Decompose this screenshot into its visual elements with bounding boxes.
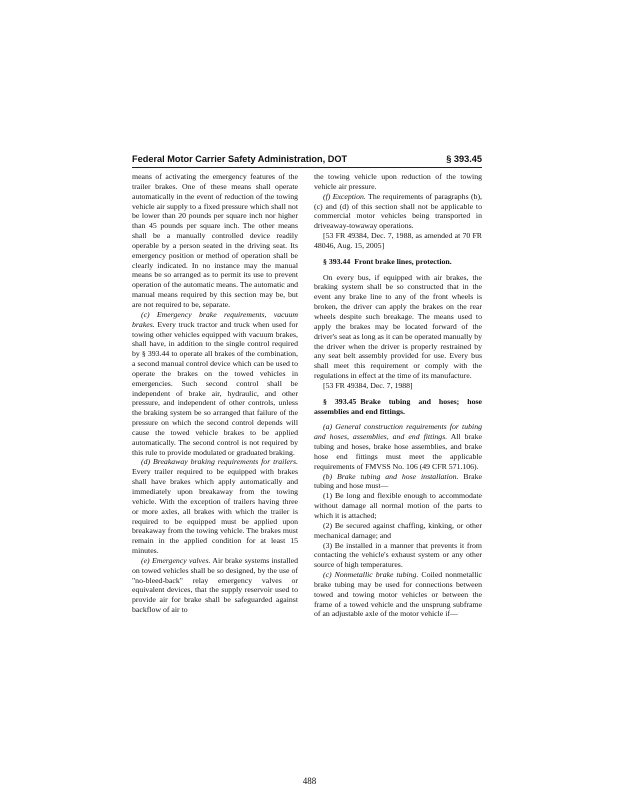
paragraph-d-label: (d) Breakaway braking requirements for trailers. xyxy=(141,457,298,467)
paragraph-e xyxy=(132,556,298,615)
header-rule xyxy=(132,167,482,168)
paragraph-c-nonmetallic-body: Coiled nonmetallic brake tubing may be used for connections between towed and towing motor vehicles or between the frame of a towed vehicle and the unsprung subframe of an adjustable axle of the motor vehicle if— xyxy=(314,570,483,619)
paragraph-b2: (2) Be secured against chaffing, kinking, or other mechanical damage; and xyxy=(314,520,482,540)
paragraph-b-body: Brake tubing and hose must— xyxy=(314,471,482,491)
paragraph-d xyxy=(132,457,298,555)
right-column xyxy=(314,172,482,619)
paragraph-c-nonmetallic xyxy=(314,570,482,619)
paragraph-b-label: (b) Brake tubing and hose installation. xyxy=(323,471,459,481)
paragraph-c xyxy=(132,310,298,458)
paragraph-a xyxy=(314,422,482,471)
paragraph-b3: (3) Be installed in a manner that prevents it from contacting the vehicle's exhaust system or any other source of high temperatures. xyxy=(314,540,482,570)
paragraph-a-body: All brake tubing and hoses, brake hose assemblies, and brake hose end fittings must meet the applicable requirements of FMVSS No. 106 (49 CFR 571.106). xyxy=(314,432,483,471)
citation-2: [53 FR 49384, Dec. 7, 1988] xyxy=(323,380,413,390)
section-393-44-title: Front brake lines, protection. xyxy=(354,256,452,266)
paragraph-a-label: (a) General construction requirements for tubing and hoses, assemblies, and end fittings. xyxy=(314,422,482,442)
header-section-number: § 393.45 xyxy=(446,154,482,164)
section-393-45-number: § 393.45 xyxy=(323,396,357,406)
section-393-45-heading xyxy=(314,397,482,417)
paragraph-b xyxy=(314,472,482,492)
citation-1: [53 FR 49384, Dec. 7, 1988, as amended at 70 FR 48046, Aug. 15, 2005] xyxy=(314,231,482,250)
page-number: 488 xyxy=(302,776,317,786)
section-393-44-body: On every bus, if equipped with air brakes, the braking system shall be so constructed that in the event any brake line to any of the front wheels is broken, the driver can apply the brakes on the rear wheels despite such breakage. The means used to apply the brakes may be located forward of the driver's seat as long as it can be operated manually by the driver when the driver is properly restrained by any seat belt assembly provided for use. Every bus shall meet this requirement or comply with the regulations in effect at the time of its manufacture. xyxy=(314,272,482,381)
paragraph-f-body: The requirements of paragraphs (b), (c) and (d) of this section shall not be applicable to commercial motor vehicles being transported in driveaway-towaway operations. xyxy=(314,191,483,231)
section-393-44-number: § 393.44 xyxy=(323,256,351,266)
paragraph-continuation-right: the towing vehicle upon reduction of the towing vehicle air pressure. xyxy=(314,172,482,191)
left-column xyxy=(132,172,298,615)
paragraph-d-body: Every trailer required to be equipped with brakes shall have brakes which apply automatically and immediately upon breakaway from the towing vehicle. With the exception of trailers having three or more axles, all brakes with which the trailer is required to be equipped must be applied upon breakaway from the towing vehicle. The brakes must remain in the applied condition for at least 15 minutes. xyxy=(132,467,298,556)
paragraph-b1: (1) Be long and flexible enough to accommodate without damage all normal motion of the parts to which it is attached; xyxy=(314,491,482,520)
header-agency-title: Federal Motor Carrier Safety Administration, DOT xyxy=(132,154,348,164)
paragraph-f xyxy=(314,192,482,231)
paragraph-continuation: means of activating the emergency features of the trailer brakes. One of these means shall operate automatically in the event of reduction of the towing vehicle air supply to a fixed pressure which shall not be lower than 20 pounds per square inch nor higher than 45 pounds per square inch. The other means shall be a manually controlled device readily operable by a person seated in the driving seat. Its emergency position or method of operation shall be clearly indicated. In no instance may the manual means be so arranged as to permit its use to prevent operation of the automatic means. The automatic and manual means required by this section may be, but are not required to be, separate. xyxy=(132,172,298,309)
section-393-44-heading xyxy=(314,257,482,267)
paragraph-c-label: (c) Emergency brake requirements, vacuum brakes. xyxy=(132,309,298,329)
paragraph-f-label: (f) Exception. xyxy=(323,191,366,201)
section-393-45-title: Brake tubing and hoses; hose assemblies and end fittings. xyxy=(314,396,483,416)
paragraph-c-body: Every truck tractor and truck when used for towing other vehicles equipped with vacuum brakes, shall have, in addition to the single control required by § 393.44 to operate all brakes of the combination, a second manual control device which can be used to operate the brakes on the towed vehicles in emergencies. Such second control shall be independent of brake air, hydraulic, and other pressure, and independent of other controls, unless the braking system be so arranged that failure of the pressure on which the second control depends will cause the towed vehicle brakes to be applied automatically. The second control is not required by this rule to provide modulated or graduated braking. xyxy=(132,319,298,457)
paragraph-e-label: (e) Emergency valves. xyxy=(141,555,211,565)
paragraph-c-nonmetallic-label: (c) Nonmetallic brake tubing. xyxy=(323,570,419,580)
paragraph-e-body: Air brake systems installed on towed vehicles shall be so designed, by the use of "no-bleed-back" relay emergency valves or equivalent devices, that the supply reservoir used to provide air for brake shall be safeguarded against backflow of air to xyxy=(132,555,299,615)
